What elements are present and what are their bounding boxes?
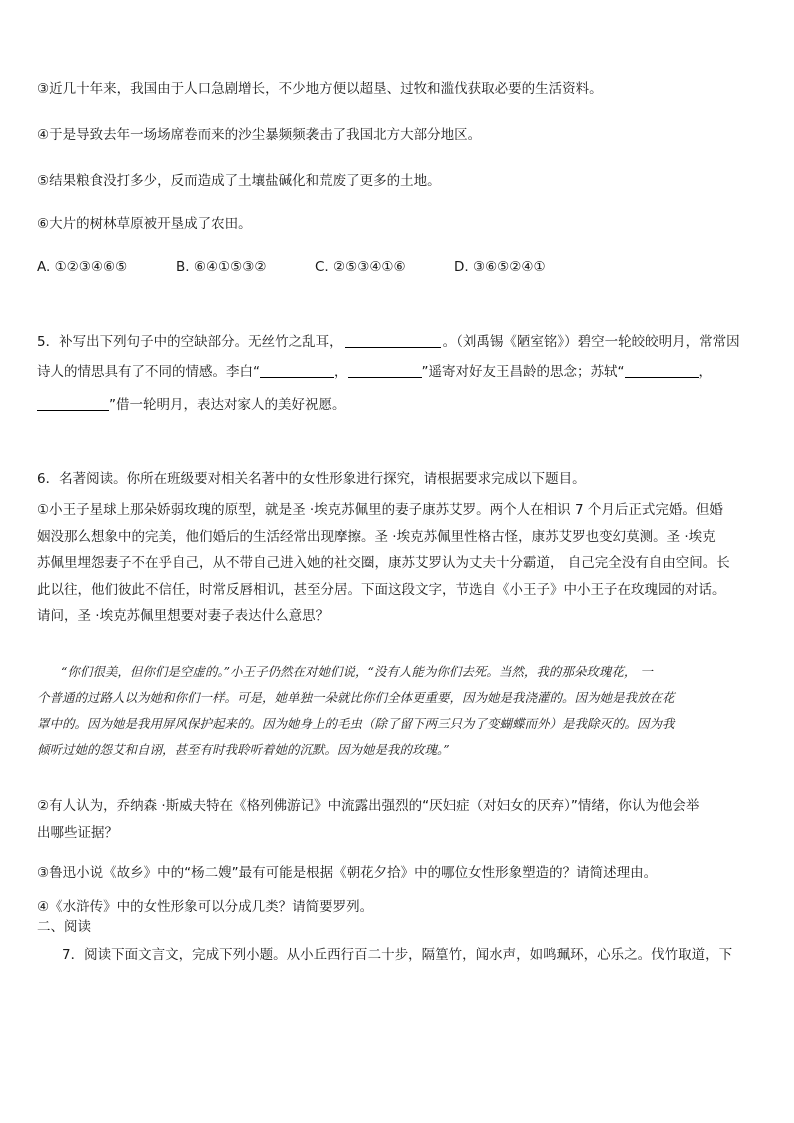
q6-part-1-line: 此以往，他们彼此不信任，时常反唇相讥，甚至分居。下面这段文字，节选自《小王子》中小王子在玫瑰园的对话。 (37, 581, 726, 598)
q4-options (37, 258, 546, 276)
q6-part-1-line: ①小王子星球上那朵娇弱玫瑰的原型，就是圣 ·埃克苏佩里的妻子康苏艾罗。两个人在相识 7 个月后正式完婚。但婚 (37, 502, 723, 518)
quote-line: 罩中的。因为她是我用屏风保护起来的。因为她身上的毛虫（除了留下两三只为了变蝴蝶而外）是我除灭的。因为我 (37, 716, 675, 731)
q6-part-1-line: 苏佩里埋怨妻子不在乎自己，从不带自己进入她的社交圈，康苏艾罗认为丈夫十分霸道， 自己完全没有自由空间。长 (37, 555, 730, 571)
q4-sentence-5: ⑤结果粮食没打多少，反而造成了土壤盐碱化和荒废了更多的土地。 (37, 173, 441, 189)
q6-title: 6．名著阅读。你所在班级要对相关名著中的女性形象进行探究，请根据要求完成以下题目。 (37, 471, 586, 487)
q6-part-3: ③鲁迅小说《故乡》中的“杨二嫂”最有可能是根据《朝花夕拾》中的哪位女性形象塑造的？请简述理由。 (37, 865, 658, 881)
fill-blank-4 (625, 363, 699, 378)
little-prince-quote (37, 659, 759, 763)
q5-text: ”遥寄对好友王昌龄的思念；苏轼“ (421, 364, 625, 380)
option-b: B. ⑥④①⑤③② (176, 259, 267, 275)
option-d: D. ③⑥⑤②④① (454, 259, 546, 275)
q5-text: ， (698, 364, 712, 380)
q4-sentence-4: ④于是导致去年一场场席卷而来的沙尘暴频频袭击了我国北方大部分地区。 (37, 127, 482, 143)
q7-intro: 7．阅读下面文言文，完成下列小题。从小丘西行百二十步，隔篁竹，闻水声，如鸣珮环，心乐之。伐竹取道，下 (62, 947, 733, 963)
q5-text: ， (334, 364, 348, 380)
q5-line-2 (37, 363, 712, 381)
quote-line: “你们很美，但你们是空虚的。”小王子仍然在对她们说，“没有人能为你们去死。当然，我的那朵玫瑰花， 一 (61, 664, 653, 679)
q5-text: 诗人的情思具有了不同的情感。李白“ (37, 364, 260, 380)
fill-blank-3 (348, 363, 422, 378)
q4-sentence-6: ⑥大片的树林草原被开垦成了农田。 (37, 216, 252, 232)
q6-part-2-line: ②有人认为，乔纳森 ·斯威夫特在《格列佛游记》中流露出强烈的“厌妇症（对妇女的厌弃）”情绪，你认为他会举 (37, 798, 700, 814)
q6-part-2-line: 出哪些证据？ (37, 824, 118, 841)
q6-part-2 (37, 793, 759, 846)
quote-line: 倾听过她的怨艾和自诩，甚至有时我聆听着她的沉默。因为她是我的玫瑰。” (37, 742, 450, 757)
fill-blank-1 (345, 333, 441, 348)
option-a: A. ①②③④⑥⑤ (37, 259, 128, 275)
q5-line-1 (37, 333, 740, 351)
quote-line: 个普通的过路人以为她和你们一样。可是，她单独一朵就比你们全体更重要，因为她是我浇灌的。因为她是我放在花 (37, 690, 675, 705)
q5-text: 。（刘禹锡《陋室铭》）碧空一轮皎皎明月，常常因 (442, 334, 740, 350)
q6-part-4: ④《水浒传》中的女性形象可以分成几类？请简要罗列。 (37, 899, 374, 915)
q6-part-1 (37, 497, 759, 630)
fill-blank-2 (260, 363, 334, 378)
fill-blank-5 (37, 396, 109, 411)
q5-text: ”借一轮明月，表达对家人的美好祝愿。 (109, 397, 346, 413)
q4-sentence-3: ③近几十年来，我国由于人口急剧增长，不少地方便以超垦、过牧和滥伐获取必要的生活资料。 (37, 81, 603, 97)
q5-line-3 (37, 396, 346, 414)
option-c: C. ②⑤③④①⑥ (315, 259, 406, 275)
q6-part-1-line: 请问，圣 ·埃克苏佩里想要对妻子表达什么意思？ (37, 608, 330, 624)
q5-text: 5．补写出下列句子中的空缺部分。无丝竹之乱耳， (37, 334, 343, 350)
section-heading: 二、阅读 (37, 919, 91, 935)
q6-part-1-line: 姻没那么想象中的完美，他们婚后的生活经常出现摩擦。圣 ·埃克苏佩里性格古怪，康苏艾罗也变幻莫测。圣 ·埃克 (37, 528, 716, 545)
